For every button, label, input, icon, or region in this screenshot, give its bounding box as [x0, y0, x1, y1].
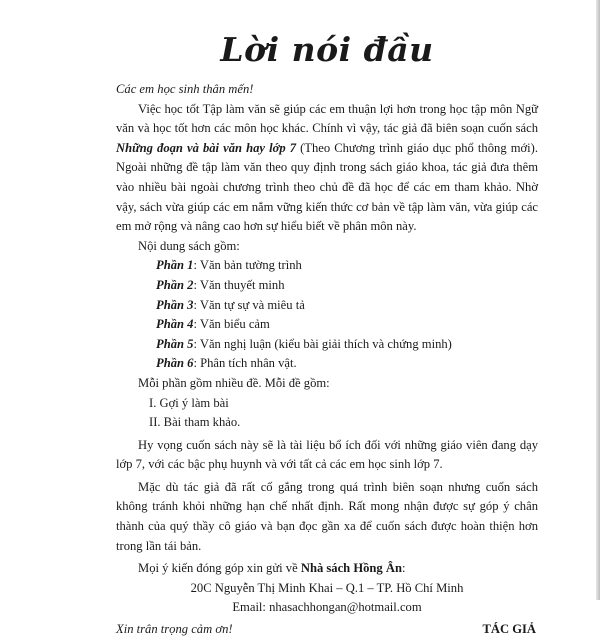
publisher-address: 20C Nguyễn Thị Minh Khai – Q.1 – TP. Hồ Chí Minh — [190, 580, 464, 595]
contact-suffix: : — [401, 561, 406, 576]
part-text: : Văn biểu cảm — [193, 317, 270, 332]
part-label: Phần 5 — [156, 336, 194, 351]
contact-line — [116, 559, 538, 579]
closing-line: Xin trân trọng cảm ơn! — [116, 622, 233, 637]
apology-paragraph: Mặc dù tác giả đã rất cố gắng trong quá trình biên soạn nhưng cuốn sách không tránh khỏi những hạn chế nhất định. Rất mong nhận được sự góp ý chân thành của quý thầy cô giáo và bạn đọc gần xa để cuốn sách được hoàn thiện hơn trong lần tái bản. — [116, 479, 538, 553]
part-text: : Phân tích nhân vật. — [193, 356, 297, 371]
part-item — [156, 335, 538, 355]
part-label: Phần 1 — [156, 258, 194, 273]
signature-row — [116, 620, 538, 640]
publisher-name: Nhà sách Hồng Ân — [300, 561, 402, 576]
part-text: : Văn nghị luận (kiểu bài giải thích và chứng minh) — [193, 336, 452, 351]
part-item — [156, 315, 538, 335]
intro-text-before: Việc học tốt Tập làm văn sẽ giúp các em thuận lợi hơn trong học tập môn Ngữ văn và học tốt hơn các môn học khác. Chính vì vậy, tác giả đã biên soạn cuốn sách — [116, 101, 538, 136]
part-label: Phần 2 — [156, 277, 194, 292]
intro-text-after: (Theo Chương trình giáo dục phổ thông mới). Ngoài những đề tập làm văn theo quy định trong sách giáo khoa, tác giả đưa thêm vào nhiều bài ngoài chương trình theo chủ đề đã học để các em tham khảo. Nhờ vậy, sách vừa giúp các em nắm vững kiến thức cơ bản về tập làm văn, vừa giúp các em mở rộng và nâng cao hơn sự hiểu biết về phân môn này. — [116, 140, 538, 234]
part-item — [156, 296, 538, 316]
part-label: Phần 6 — [156, 356, 194, 371]
parts-list — [116, 256, 538, 374]
each-part-item: II. Bài tham khảo. — [149, 415, 241, 430]
author-signature: TÁC GIẢ — [482, 622, 536, 637]
part-label: Phần 4 — [156, 317, 194, 332]
publisher-email: Email: nhasachhongan@hotmail.com — [232, 600, 422, 615]
contents-heading: Nội dung sách gồm: — [138, 238, 240, 253]
intro-paragraph — [116, 100, 538, 237]
page-spine-shadow — [596, 0, 600, 600]
book-title: Những đoạn và bài văn hay lớp 7 — [116, 140, 296, 155]
each-part-heading: Mỗi phần gồm nhiều đề. Mỗi đề gồm: — [138, 375, 330, 390]
greeting: Các em học sinh thân mến! — [116, 82, 254, 96]
part-item — [156, 354, 538, 374]
part-text: : Văn thuyết minh — [193, 277, 285, 292]
part-item — [156, 276, 538, 296]
each-part-item: I. Gợi ý làm bài — [149, 395, 229, 410]
contact-prefix: Mọi ý kiến đóng góp xin gửi về — [138, 561, 301, 576]
hope-paragraph: Hy vọng cuốn sách này sẽ là tài liệu bổ ích đối với những giáo viên đang dạy lớp 7, với các bậc phụ huynh và với tất cả các em học sinh lớp 7. — [116, 437, 538, 472]
page-title: Lời nói đầu — [220, 30, 434, 69]
part-text: : Văn tự sự và miêu tả — [193, 297, 305, 312]
part-label: Phần 3 — [156, 297, 194, 312]
part-item — [156, 256, 538, 276]
part-text: : Văn bản tường trình — [193, 258, 302, 273]
